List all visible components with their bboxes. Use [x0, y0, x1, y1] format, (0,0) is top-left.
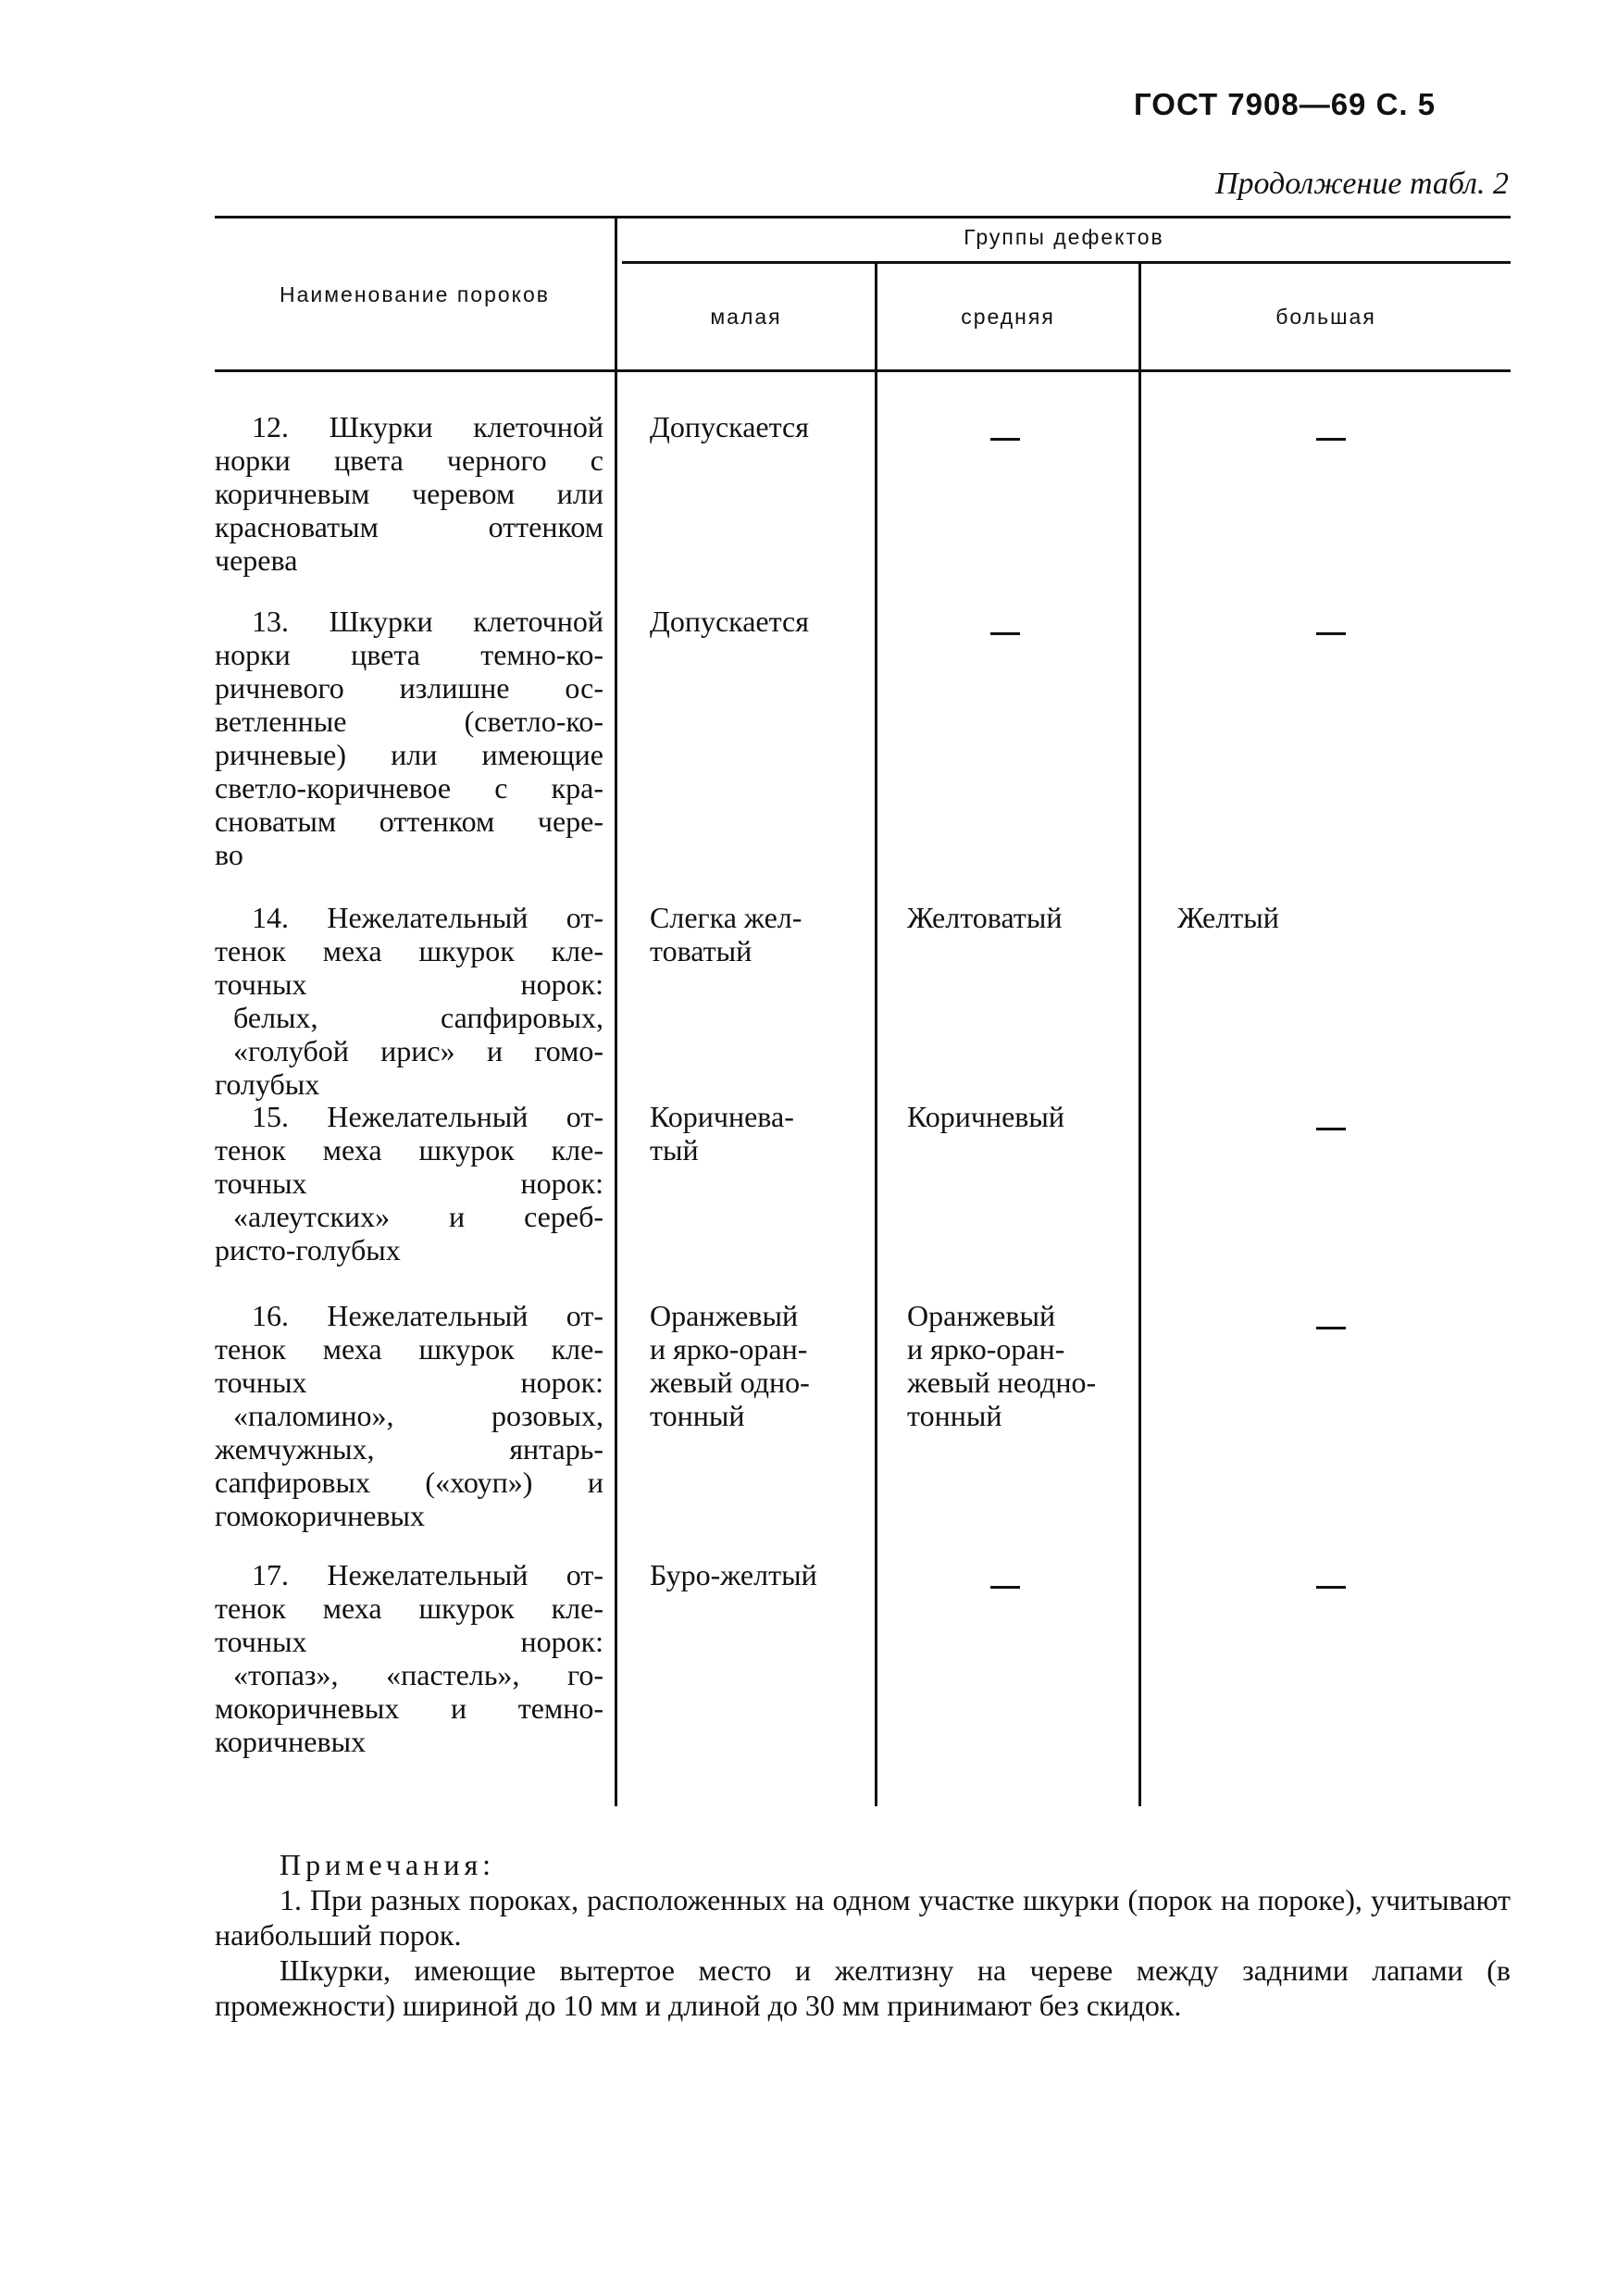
column-divider-name: [615, 216, 617, 1806]
defects-table: [215, 216, 1511, 1806]
group-header: Группы дефектов: [964, 225, 1164, 249]
col-large-header: большая: [1275, 305, 1376, 329]
col-medium-header: средняя: [961, 305, 1055, 329]
cell-line: Слегка жел-: [650, 901, 802, 934]
defect-name-line: 17. Нежелательный от-: [252, 1558, 603, 1591]
defect-name-line: светло-коричневое с кра-: [215, 771, 603, 805]
defect-name-line: точных норок:: [215, 1366, 603, 1399]
defect-name-line: «голубой ирис» и гомо-: [233, 1034, 603, 1067]
defect-name-line: «алеутских» и сереб-: [233, 1200, 603, 1233]
defect-name: [215, 1100, 603, 1267]
cell-line: Желтоватый: [907, 901, 1063, 934]
cell-line: Желтый: [1177, 901, 1279, 934]
cell-line: Буро-желтый: [650, 1558, 817, 1591]
cell-line: Коричнева-: [650, 1100, 794, 1133]
table-top-rule: [215, 216, 1511, 218]
page-header: ГОСТ 7908—69 С. 5: [1134, 87, 1437, 121]
cell-medium: [907, 1299, 1096, 1432]
defect-name-line: 15. Нежелательный от-: [252, 1100, 603, 1133]
defect-name-line: коричневым черевом или: [215, 477, 603, 510]
note-paragraph: 1. При разных пороках, расположенных на одном участке шкурки (порок на пороке), учитывают наибольший порок.: [215, 1883, 1511, 1952]
defect-name: [215, 605, 603, 871]
defect-name-line: тенок меха шкурок кле-: [215, 934, 603, 967]
defect-name-line: 13. Шкурки клеточной: [252, 605, 603, 638]
defect-name-line: во: [215, 838, 243, 871]
column-divider-small: [875, 264, 877, 1806]
cell-medium: [907, 901, 1062, 934]
defect-name: [215, 410, 603, 577]
cell-line: тый: [650, 1133, 699, 1167]
cell-line: Допускается: [650, 410, 809, 443]
defect-name-line: тенок меха шкурок кле-: [215, 1133, 603, 1167]
defect-name-line: жемчужных, янтарь-: [215, 1432, 603, 1466]
defect-name: [215, 901, 603, 1101]
col-name-header: Наименование пороков: [280, 282, 550, 306]
cell-line: тонный: [907, 1399, 1002, 1432]
defect-name-line: ветленные (светло-ко-: [215, 705, 603, 738]
cell-line: жевый одно-: [650, 1366, 810, 1399]
defect-name-line: точных норок:: [215, 967, 603, 1001]
defect-name-line: 14. Нежелательный от-: [252, 901, 603, 934]
notes-section: [215, 1847, 1511, 2023]
defect-name-line: «топаз», «пастель», го-: [233, 1658, 603, 1691]
cell-dash-medium: [990, 632, 1020, 635]
defect-name-line: «паломино», розовых,: [233, 1399, 603, 1432]
cell-small: [650, 410, 809, 443]
defect-name-line: 16. Нежелательный от-: [252, 1299, 603, 1332]
cell-dash-large: [1316, 1327, 1346, 1329]
defect-name-line: ристо-голубых: [215, 1233, 401, 1267]
defect-name: [215, 1299, 603, 1532]
defect-name-line: ричневые) или имеющие: [215, 738, 603, 771]
cell-dash-large: [1316, 632, 1346, 635]
cell-dash-medium: [990, 438, 1020, 441]
defect-name-line: точных норок:: [215, 1625, 603, 1658]
col-small-header: малая: [710, 305, 782, 329]
cell-dash-large: [1316, 1586, 1346, 1589]
defect-name: [215, 1558, 603, 1758]
defect-name-line: мокоричневых и темно-: [215, 1691, 603, 1725]
defect-name-line: белых, сапфировых,: [233, 1001, 603, 1034]
cell-line: и ярко-оран-: [907, 1332, 1065, 1366]
defect-name-line: коричневых: [215, 1725, 367, 1758]
defect-name-line: норки цвета черного с: [215, 443, 603, 477]
defect-name-line: черева: [215, 543, 298, 577]
column-divider-medium: [1138, 264, 1141, 1806]
cell-line: Коричневый: [907, 1100, 1065, 1133]
defect-name-line: точных норок:: [215, 1167, 603, 1200]
cell-large: [1177, 901, 1279, 934]
defect-name-line: норки цвета темно-ко-: [215, 638, 603, 671]
table-caption: Продолжение табл. 2: [1214, 167, 1509, 201]
defect-name-line: ричневого излишне ос-: [215, 671, 603, 705]
defect-name-line: тенок меха шкурок кле-: [215, 1591, 603, 1625]
cell-small: [650, 1299, 810, 1432]
cell-line: товатый: [650, 934, 753, 967]
cell-small: [650, 1100, 794, 1167]
header-bottom-rule: [215, 369, 1511, 372]
defect-name-line: красноватым оттенком: [215, 510, 603, 543]
cell-small: [650, 901, 802, 967]
cell-small: [650, 1558, 817, 1591]
cell-medium: [907, 1100, 1064, 1133]
defect-name-line: сапфировых («хоуп») и: [215, 1466, 603, 1499]
cell-line: тонный: [650, 1399, 745, 1432]
cell-line: жевый неодно-: [907, 1366, 1097, 1399]
cell-small: [650, 605, 809, 638]
defect-name-line: голубых: [215, 1067, 320, 1101]
cell-line: Оранжевый: [650, 1299, 799, 1332]
cell-dash-large: [1316, 438, 1346, 441]
cell-dash-medium: [990, 1586, 1020, 1589]
defect-name-line: тенок меха шкурок кле-: [215, 1332, 603, 1366]
defect-name-line: 12. Шкурки клеточной: [252, 410, 603, 443]
cell-dash-large: [1316, 1128, 1346, 1130]
note-paragraph: Шкурки, имеющие вытертое место и желтизну на череве между задними лапами (в промежности) шириной до 10 мм и длиной до 30 мм принимают без скидок.: [215, 1953, 1511, 2022]
cell-line: Оранжевый: [907, 1299, 1056, 1332]
group-header-rule: [622, 261, 1511, 264]
notes-title: Примечания:: [280, 1848, 496, 1881]
defect-name-line: сноватым оттенком чере-: [215, 805, 603, 838]
cell-line: Допускается: [650, 605, 809, 638]
defect-name-line: гомокоричневых: [215, 1499, 426, 1532]
cell-line: и ярко-оран-: [650, 1332, 808, 1366]
